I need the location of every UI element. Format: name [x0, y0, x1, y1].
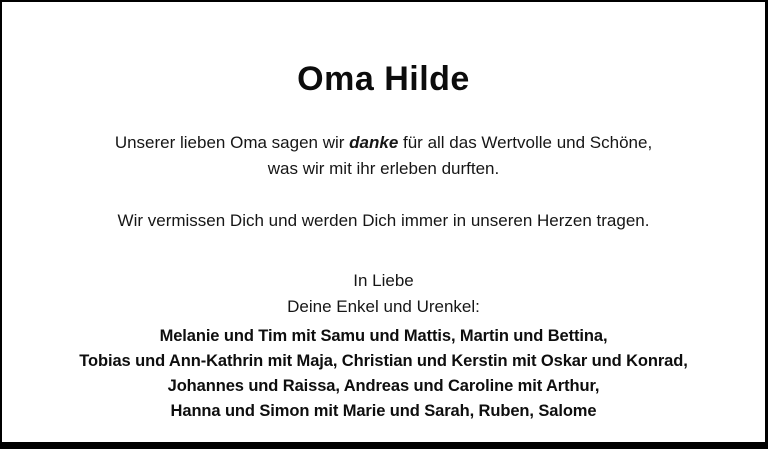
family-names-block	[12, 324, 755, 424]
names-line-1: Melanie und Tim mit Samu und Mattis, Martin und Bettina,	[159, 327, 608, 345]
thanks-text-line2: was wir mit ihr erleben durften.	[267, 159, 500, 178]
page-title: Oma Hilde	[297, 60, 470, 98]
thanks-text-part2: für all das Wertvolle und Schöne,	[398, 133, 653, 152]
thanks-paragraph	[32, 130, 735, 182]
from-label: Deine Enkel und Urenkel:	[287, 297, 480, 316]
thanks-text-part1: Unserer lieben Oma sagen wir	[114, 133, 350, 152]
names-line-3: Johannes und Raissa, Andreas und Caroline mit Arthur,	[167, 377, 600, 395]
thanks-emphasis-danke: danke	[349, 133, 399, 152]
names-line-4: Hanna und Simon mit Marie und Sarah, Ruben, Salome	[170, 402, 597, 420]
remembrance-line: Wir vermissen Dich und werden Dich immer in unseren Herzen tragen.	[117, 211, 650, 230]
names-line-2: Tobias und Ann-Kathrin mit Maja, Christian und Kerstin mit Oskar und Konrad,	[79, 352, 688, 370]
closing-line: In Liebe	[353, 271, 414, 290]
